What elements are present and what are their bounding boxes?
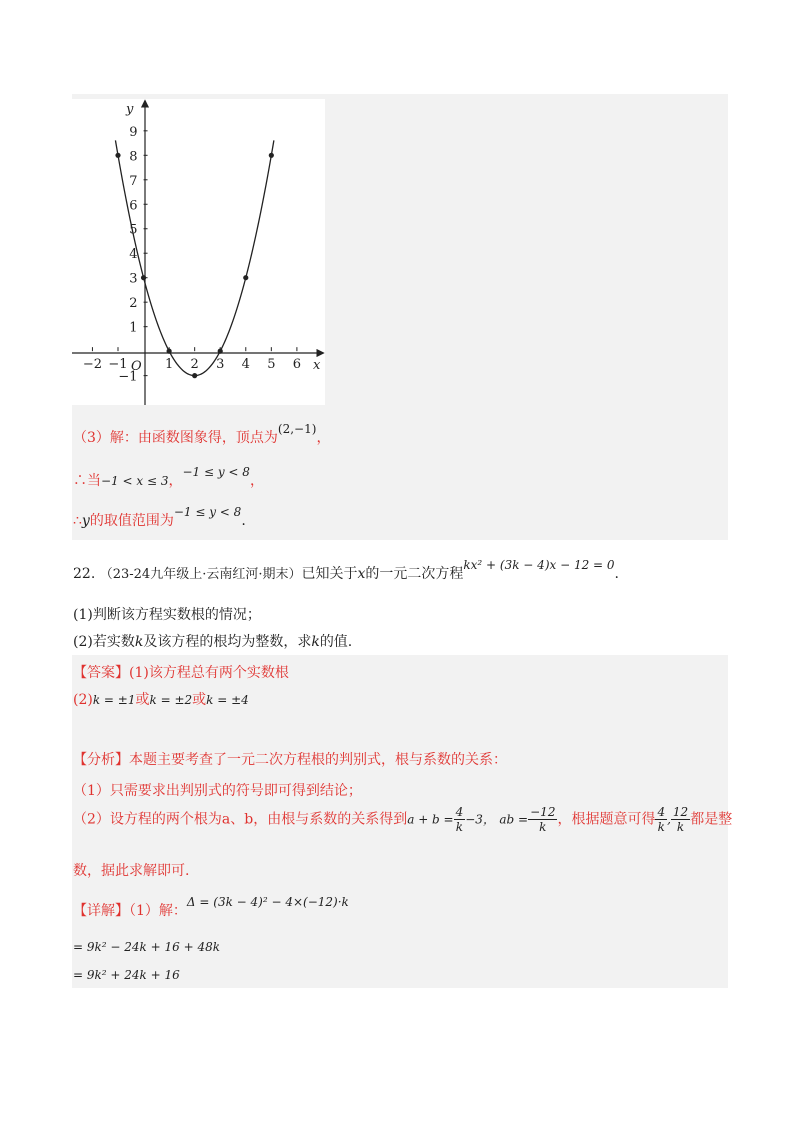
analysis-l3-b: ，根据题意可得 xyxy=(557,811,656,828)
answer3-l3-end: . xyxy=(241,513,246,529)
x-tick-label: 3 xyxy=(216,357,225,373)
analysis-tag: 【分析】 xyxy=(73,752,129,768)
x-axis-label: x xyxy=(313,358,321,373)
analysis-intro: 本题主要考查了一元二次方程根的判别式，根与系数的关系： xyxy=(129,752,507,768)
x-tick-label: −2 xyxy=(82,357,103,373)
problem22-part2 xyxy=(73,631,352,651)
f2-numerator: 12 xyxy=(672,805,689,819)
sum-lhs: a + b = xyxy=(407,812,454,827)
x-tick-label: 5 xyxy=(267,357,276,373)
parabola-curve xyxy=(115,140,276,375)
answer3-l1-end: ， xyxy=(316,430,331,446)
detail-line2: = 9k² − 24k + 16 + 48k xyxy=(73,940,220,954)
therefore-symbol: ∴ xyxy=(73,513,82,529)
problem-source: （23-24九年级上·云南红河·期末） xyxy=(99,567,302,582)
data-point xyxy=(141,275,146,280)
origin-label: O xyxy=(131,359,142,374)
part2-c: 的值. xyxy=(319,634,353,650)
data-point xyxy=(269,153,274,158)
vertex-math: (2,−1) xyxy=(277,422,317,436)
answer3-line1 xyxy=(73,422,331,447)
or-2: 或 xyxy=(192,692,207,708)
y-tick-label: 1 xyxy=(129,320,138,336)
x-tick-label: 1 xyxy=(164,357,174,373)
problem-number: 22. xyxy=(73,566,96,582)
k-value-2: k = ±2 xyxy=(149,693,193,707)
discriminant-math: Δ = (3k − 4)² − 4×(−12)·k xyxy=(186,895,349,909)
x-range-math: −1 < x ≤ 3 xyxy=(101,474,169,488)
x-tick-label: 4 xyxy=(241,357,250,373)
fraction-12-over-k xyxy=(671,805,690,834)
y-tick-label: 2 xyxy=(129,296,138,312)
prod-fraction xyxy=(528,805,557,834)
answer3-line2 xyxy=(73,465,264,490)
fraction-comma: , xyxy=(667,812,671,827)
stem-b: 的一元二次方程 xyxy=(365,566,464,582)
x-tick-label: 2 xyxy=(190,357,199,373)
data-point xyxy=(218,349,223,354)
parabola-graph xyxy=(72,99,325,405)
y-tick-label: 4 xyxy=(129,247,138,263)
answer-part2-prefix: (2) xyxy=(73,692,93,708)
stem-var-x: x xyxy=(357,566,366,582)
answer3-l2-text: ∴当 xyxy=(73,473,101,489)
prod-lhs: ab = xyxy=(499,812,529,827)
answer-part1: (1)该方程总有两个实数根 xyxy=(129,665,289,681)
analysis-line2: （1）只需要求出判别式的符号即可得到结论； xyxy=(73,783,362,799)
data-point xyxy=(192,373,197,378)
fraction-4-over-k xyxy=(655,805,667,834)
data-point xyxy=(167,349,172,354)
part2-a: (2)若实数 xyxy=(73,634,135,650)
equation-math: kx² + (3k − 4)x − 12 = 0 xyxy=(463,558,615,572)
y-range-result-math: −1 ≤ y < 8 xyxy=(173,505,242,519)
prod-numerator: −12 xyxy=(530,805,556,819)
sum-fraction xyxy=(454,805,466,834)
answer-line2 xyxy=(73,689,249,709)
f1-numerator: 4 xyxy=(657,805,666,819)
analysis-line3 xyxy=(73,805,732,834)
answer-line1 xyxy=(73,662,289,682)
y-tick-label: 9 xyxy=(129,124,138,140)
part2-var-k1: k xyxy=(134,634,144,650)
x-tick-label: 6 xyxy=(292,357,302,373)
answer3-text: （3）解：由函数图象得，顶点为 xyxy=(73,430,278,446)
stem-a: 已知关于 xyxy=(301,566,358,582)
y-range-math: −1 ≤ y < 8 xyxy=(182,465,250,479)
answer3-l2-end: ， xyxy=(249,473,264,489)
data-point xyxy=(243,275,248,280)
analysis-l3-c: 都是整 xyxy=(690,811,733,828)
problem22-part1: (1)判断该方程实数根的情况； xyxy=(73,607,261,623)
part2-b: 及该方程的根均为整数，求 xyxy=(143,634,312,650)
detail-tag: 【详解】 xyxy=(73,903,129,919)
f2-denominator: k xyxy=(676,820,685,834)
x-tick-label: −1 xyxy=(108,357,128,373)
k-value-1: k = ±1 xyxy=(92,693,136,707)
y-tick-label: 5 xyxy=(129,222,138,238)
y-tick-label: 8 xyxy=(129,149,138,165)
detail-line1 xyxy=(73,895,349,920)
detail-l1-text: （1）解： xyxy=(129,903,187,919)
sum-rest: −3， xyxy=(465,812,495,827)
y-axis-label: y xyxy=(126,102,134,117)
prod-denominator: k xyxy=(539,820,547,834)
y-tick-label: 7 xyxy=(129,173,138,189)
y-var: y xyxy=(81,513,90,529)
data-point xyxy=(115,153,120,158)
y-tick-label: 6 xyxy=(129,198,138,214)
f1-denominator: k xyxy=(657,820,665,834)
sum-denominator: k xyxy=(455,820,464,834)
analysis-line1 xyxy=(73,749,507,769)
sum-numerator: 4 xyxy=(455,805,464,819)
y-tick-label: 3 xyxy=(129,271,138,287)
stem-end: . xyxy=(614,566,619,582)
y-tick-label: −1 xyxy=(118,369,138,385)
analysis-line4: 数，据此求解即可. xyxy=(73,863,190,879)
answer-tag: 【答案】 xyxy=(73,665,129,681)
detail-line3: = 9k² + 24k + 16 xyxy=(73,968,180,982)
answer3-line3 xyxy=(73,505,246,530)
answer3-l2-sep: ， xyxy=(168,473,183,489)
part2-var-k2: k xyxy=(311,634,320,650)
problem22-stem xyxy=(73,558,619,583)
answer3-l3-text: 的取值范围为 xyxy=(89,513,174,529)
or-1: 或 xyxy=(135,692,150,708)
graph-panel xyxy=(72,99,325,405)
k-value-3: k = ±4 xyxy=(206,693,249,707)
analysis-l3-a: （2）设方程的两个根为a、b，由根与系数的关系得到 xyxy=(73,811,408,828)
